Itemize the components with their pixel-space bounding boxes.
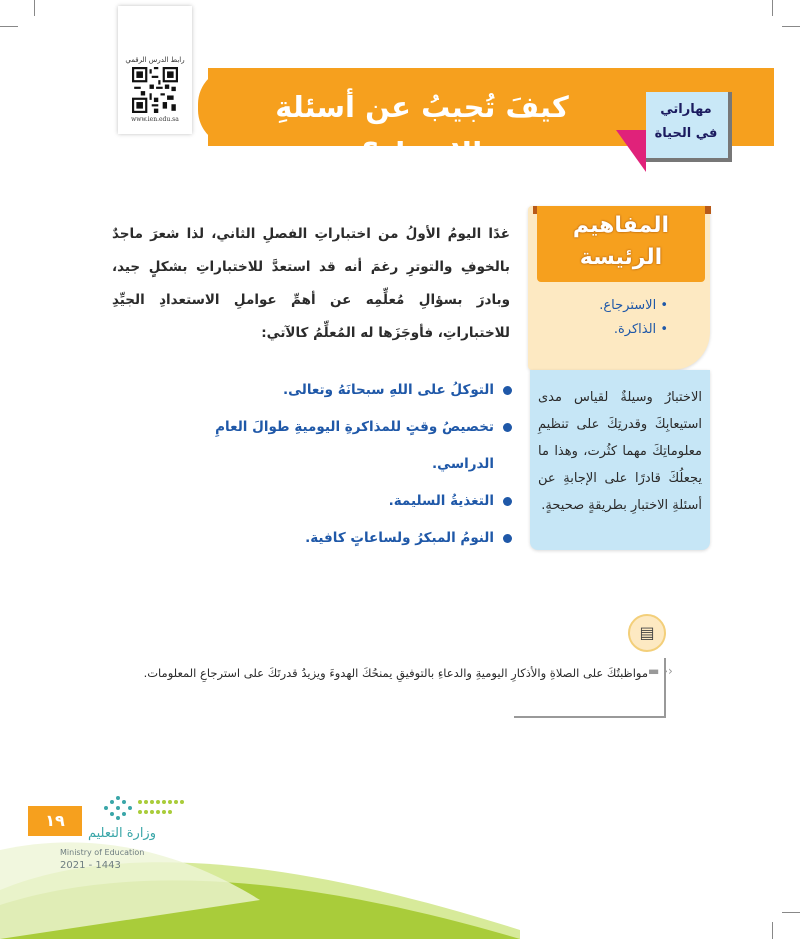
- concept-item: • الاسترجاع.: [560, 294, 668, 318]
- ministry-name-arabic: وزارة التعليم: [87, 826, 156, 841]
- notebook-icon: ▤: [628, 614, 666, 652]
- crop-mark: [782, 912, 800, 913]
- list-item: النومُ المبكرُ ولساعاتٍ كافية.: [150, 520, 512, 557]
- edition-year: 2021 - 1443: [60, 860, 121, 871]
- tag-line-1: مهاراتي: [660, 102, 712, 117]
- list-item: التغذيةُ السليمة.: [150, 483, 512, 520]
- page-number: ١٩: [28, 806, 82, 836]
- concept-item: • الذاكرة.: [560, 318, 668, 342]
- intro-paragraph: غدًا اليومُ الأولُ من اختباراتِ الفصلِ الثاني، لذا شعرَ ماجدٌ بالخوفِ والتوترِ رغمَ أنه قد استعدَّ للاختباراتِ بشكلٍ جيد، وبادرَ بسؤالِ مُعلِّمِه عن أهمِّ عواملِ الاستعدادِ الجيِّدِ للاختباراتِ، فأوجَزَها له المُعلِّمُ كالآتي:: [112, 226, 510, 341]
- section-tag-label: [648, 98, 724, 154]
- qr-card[interactable]: [118, 6, 192, 134]
- crop-mark: [772, 0, 773, 16]
- qr-url[interactable]: www.ien.edu.sa: [131, 116, 179, 123]
- list-item: تخصيصُ وقتٍ للمذاكرةِ اليوميةِ طوالَ العامِ الدراسي.: [150, 409, 512, 483]
- key-concepts-list: [560, 294, 668, 342]
- page-title: كيفَ تُجيبُ عن أسئلةِ الاختبارِ؟: [275, 90, 569, 170]
- tips-list: [150, 372, 512, 557]
- tag-corner: [616, 130, 646, 172]
- quote-marks-icon: ▬ ››: [648, 664, 673, 678]
- crop-mark: [772, 922, 773, 939]
- concepts-title-line-2: الرئيسة: [579, 245, 663, 270]
- crop-mark: [34, 0, 35, 16]
- ministry-logo-icon: [100, 792, 190, 824]
- list-item: التوكلُ على اللهِ سبحانَهُ وتعالى.: [150, 372, 512, 409]
- concepts-title-line-1: المفاهيم: [572, 213, 670, 238]
- tag-line-2: في الحياة: [654, 126, 718, 141]
- ministry-name-english: Ministry of Education: [60, 848, 145, 857]
- crop-mark: [782, 26, 800, 27]
- crop-mark: [0, 26, 18, 27]
- note-text: مواظبتُكَ على الصلاةِ والأذكارِ اليوميةِ والدعاءِ بالتوفيقِ يمنحُكَ الهدوءَ ويزيدُ قدرتَكَ على استرجاعِ المعلومات.: [143, 666, 648, 680]
- qr-label: رابط الدرس الرقمي: [125, 56, 185, 64]
- qr-code-icon[interactable]: [132, 67, 178, 113]
- key-concepts-title: [537, 210, 705, 280]
- info-text: الاختبارُ وسيلةٌ لقياس مدى استيعابِكَ وقدرتِكَ على تنظيمِ معلوماتِكَ مهما كثُرت، وهذا ما يجعلُكَ قادرًا على الإجابةِ عن أسئلةِ الاختبارِ بطريقةٍ صحيحةٍ.: [538, 390, 702, 513]
